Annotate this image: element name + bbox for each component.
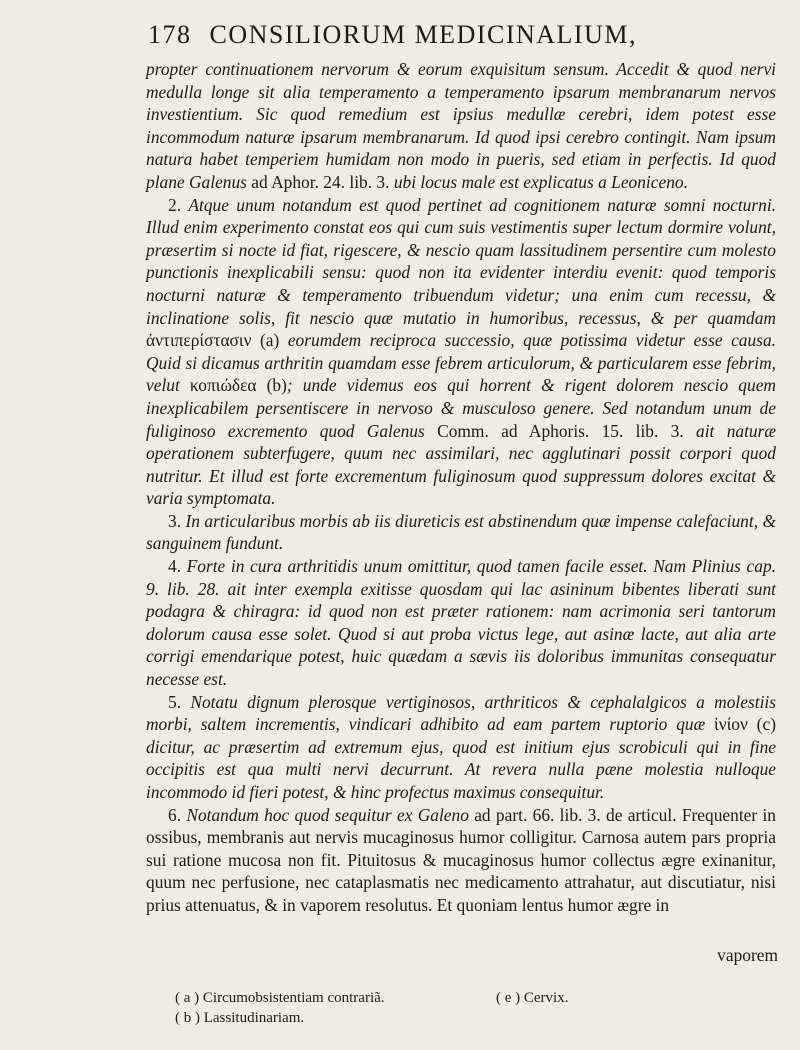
text-run: ad Aphor. 24. lib. 3. bbox=[251, 171, 394, 192]
page-body-text bbox=[146, 58, 776, 917]
text-run: In articularibus morbis ab iis diureticis est abstinendum quæ impense calefaciunt, & sanguinem fundunt. bbox=[146, 510, 777, 554]
text-run: ad part. 66. lib. 3. de articul. Frequenter in ossibus, membranis aut nervis mucaginosus humor colligitur. Carnosa autem pars propria sui ratione mucosa non fit. Pituitosus & mucaginosus humor collectus ægre exinanitur, quum nec perfusione, nec cataplasmatis nec medicamento attrahatur, aut discutiatur, nisi prius attenuatus, & in vaporem resolutus. Et quoniam lentus humor ægre in bbox=[146, 804, 776, 915]
text-run: 5. bbox=[168, 691, 191, 712]
catchword: vaporem bbox=[717, 945, 778, 965]
text-run: propter continuationem nervorum & eorum exquisitum sensum. Accedit & quod nervi medulla longe sit alia temperamento a temperamento ipsarum membranarum nervos investientium. Sic quod remedium est ipsius medullæ cerebri, idem potest esse incommodum naturæ ipsarum membranarum. Id quod ipsi cerebro contingit. Nam ipsum natura habet temperiem humidam non modo in pueris, sed etiam in perfectis. Id quod plane Galenus bbox=[146, 59, 776, 192]
footnote-b: ( b ) Lassitudinariam. bbox=[175, 1010, 305, 1026]
paragraph bbox=[146, 804, 776, 917]
text-run: Notatu dignum plerosque vertiginosos, arthriticos & cephalalgicos a molestiis morbi, saltem incrementis, vindicari adhibito ad eam partem ruptorio quæ bbox=[146, 691, 776, 735]
text-run: 3. bbox=[168, 510, 186, 531]
footnote-a: ( a ) Circumobsistentiam contrariã. bbox=[175, 990, 385, 1006]
text-run: 6. bbox=[168, 804, 187, 825]
text-run: Atque unum notandum est quod pertinet ad cognitionem naturæ somni nocturni. Illud enim experimento constat eos qui cum suis vestimentis super lectum dormire volunt, præsertim si nocte id fiat, rigescere, & nescio quam lassitudinem persentire cum molesto punctionis inexplicabili sensu: quod non ita evidenter interdiu evenit: quod temporis nocturni naturæ & temperamento tribuendum videtur; una enim cum recessu, & inclinatione solis, fit nescio quæ mutatio in humoribus, recessus, & per quamdam bbox=[146, 194, 777, 328]
text-run: ubi locus male est explicatus a Leoniceno. bbox=[393, 171, 688, 192]
text-run: κοπιώδεα (b) bbox=[189, 375, 287, 396]
text-run: ait naturæ operationem subterfugere, quum nec assimilari, nec agglutinari possit corpori quod nutritur. Et illud est forte excrementum fuliginosum quod suppressum dolores excitat & varia symptomata. bbox=[146, 420, 776, 509]
paragraph bbox=[146, 555, 776, 691]
running-title: CONSILIORUM MEDICINALIUM, bbox=[209, 20, 637, 49]
text-run: 2. bbox=[168, 194, 189, 215]
paragraph bbox=[146, 194, 776, 510]
text-run: eorumdem reciproca successio, quæ potissima videtur esse causa. Quid si dicamus arthritin quamdam esse febrem articulorum, & particularem esse febrim, velut bbox=[146, 330, 776, 396]
text-run: ἀντιπερίστασιν (a) bbox=[146, 330, 288, 351]
text-run: Comm. ad Aphoris. 15. lib. 3. bbox=[437, 420, 697, 441]
page-number: 178 bbox=[148, 20, 192, 49]
paragraph bbox=[146, 510, 776, 555]
text-run: Forte in cura arthritidis unum omittitur, quod tamen facile esset. Nam Plinius cap. 9. lib. 28. ait inter exempla exitisse quosdam qui lac asininum bibentes liberati sunt podagra & chiragra: id quod non est præter rationem: nam acrimonia seri tantorum dolorum causa esse solet. Quod si aut proba victus lege, aut asinæ lacte, aut alia arte corrigi emendarique potest, huic quædam a sævis iis doloribus immunitas consequatur necesse est. bbox=[146, 556, 776, 690]
paragraph bbox=[146, 58, 776, 194]
text-run: ἰνίον (c) bbox=[714, 714, 776, 735]
text-run: 4. bbox=[168, 556, 187, 577]
text-run: Notandum hoc quod sequitur ex Galeno bbox=[186, 804, 475, 825]
text-run: ; unde videmus eos qui horrent & rigent dolorem nescio quem inexplicabilem persentiscere in nervoso & musculoso genere. Sed notandum unum de fuliginoso excremento quod Galenus bbox=[146, 375, 776, 441]
running-header bbox=[148, 20, 708, 50]
paragraph bbox=[146, 691, 776, 804]
footnote-e: ( e ) Cervix. bbox=[496, 990, 569, 1006]
text-run: dicitur, ac præsertim ad extremum ejus, quod est initium ejus scrobiculi qui in fine occipitis est qua multi nervi decurrunt. At revera nulla pæne molestia nulloque incommodo id fieri potest, & hinc profectus maximus consequitur. bbox=[146, 736, 776, 802]
